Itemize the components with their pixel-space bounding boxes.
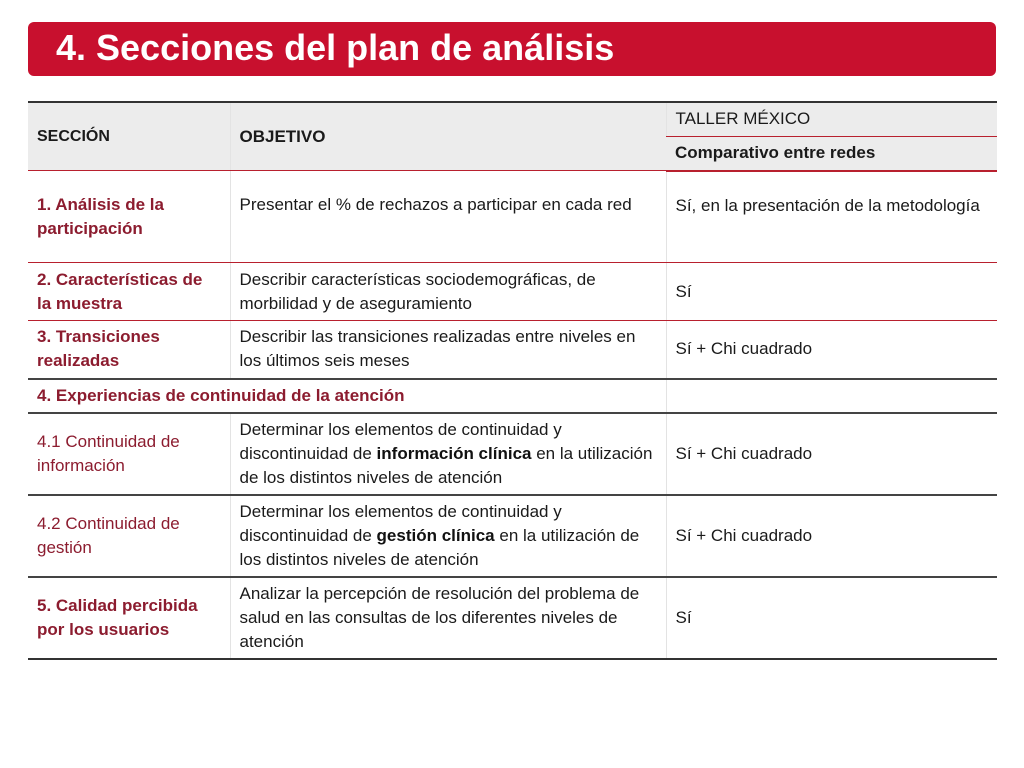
row-value: Sí + Chi cuadrado bbox=[666, 321, 997, 379]
header-comparativo: Comparativo entre redes bbox=[666, 136, 997, 170]
title-bar bbox=[28, 22, 996, 76]
row-value: Sí + Chi cuadrado bbox=[666, 413, 997, 495]
row-section: 2. Características de la muestra bbox=[28, 263, 230, 321]
row-objective: Analizar la percepción de resolución del problema de salud en las consultas de los diferentes niveles de atención bbox=[230, 577, 666, 659]
objective-text: Determinar los elementos de continuidad y discontinuidad de bbox=[239, 419, 562, 463]
table-row bbox=[28, 321, 997, 379]
table-row bbox=[28, 379, 997, 413]
row-section: 3. Transiciones realizadas bbox=[28, 321, 230, 379]
row-section: 1. Análisis de la participación bbox=[28, 171, 230, 263]
table-row bbox=[28, 495, 997, 577]
analysis-plan-table bbox=[28, 101, 997, 660]
header-taller-mexico: TALLER MÉXICO bbox=[666, 102, 997, 136]
header-objetivo: OBJETIVO bbox=[230, 102, 666, 171]
row-objective: Describir las transiciones realizadas entre niveles en los últimos seis meses bbox=[230, 321, 666, 379]
objective-text: Determinar los elementos de continuidad y discontinuidad de bbox=[239, 501, 562, 545]
page-title: 4. Secciones del plan de análisis bbox=[56, 27, 615, 68]
row-value: Sí, en la presentación de la metodología bbox=[666, 171, 997, 263]
table-row bbox=[28, 171, 997, 263]
objective-text: en la utilización de los distintos niveles de atención bbox=[239, 525, 640, 569]
row-objective bbox=[230, 413, 666, 495]
row-objective bbox=[230, 495, 666, 577]
row-value: Sí bbox=[666, 263, 997, 321]
row-section: 4.2 Continuidad de gestión bbox=[28, 495, 230, 577]
table-row bbox=[28, 413, 997, 495]
row-objective: Presentar el % de rechazos a participar en cada red bbox=[230, 171, 666, 263]
row-section: 4. Experiencias de continuidad de la atención bbox=[28, 379, 666, 413]
objective-emphasis: información clínica bbox=[376, 443, 532, 463]
row-value: Sí bbox=[666, 577, 997, 659]
table-row bbox=[28, 263, 997, 321]
header-seccion: SECCIÓN bbox=[28, 102, 230, 171]
row-section: 4.1 Continuidad de información bbox=[28, 413, 230, 495]
table-row bbox=[28, 577, 997, 659]
objective-text: en la utilización de los distintos niveles de atención bbox=[239, 443, 653, 487]
row-section: 5. Calidad percibida por los usuarios bbox=[37, 595, 198, 639]
row-objective: Describir características sociodemográficas, de morbilidad y de aseguramiento bbox=[230, 263, 666, 321]
objective-emphasis: gestión clínica bbox=[376, 525, 495, 545]
row-value bbox=[666, 379, 997, 413]
row-value: Sí + Chi cuadrado bbox=[666, 495, 997, 577]
table-header-row bbox=[28, 102, 997, 136]
